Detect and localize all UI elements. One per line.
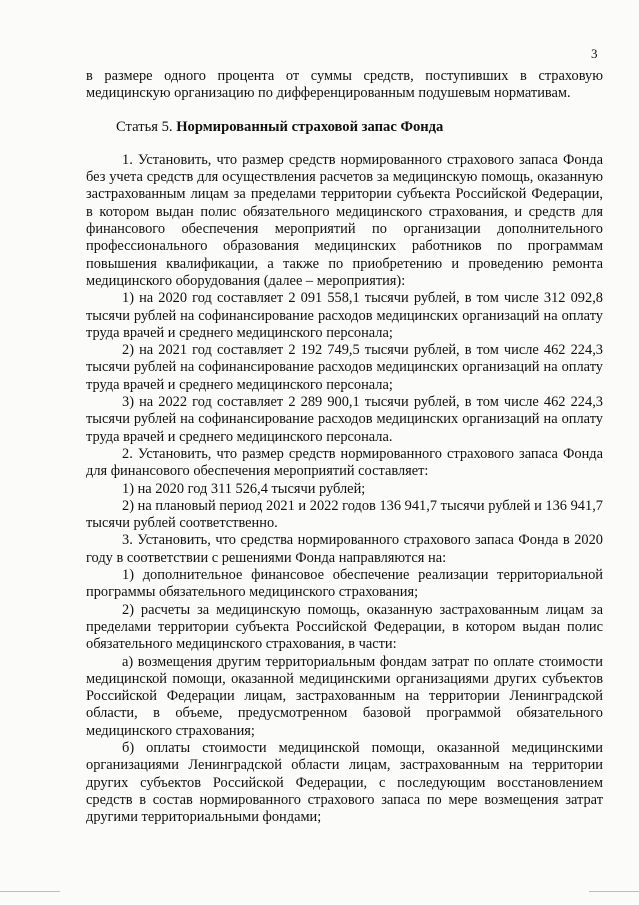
paragraph-3: 3. Установить, что средства нормированного страхового запаса Фонда в 2020 году в соответствии с решениями Фонда направляются на: (86, 532, 603, 566)
paragraph-3-item-1: 1) дополнительное финансовое обеспечение реализации территориальной программы обязательного медицинского страхования; (86, 567, 603, 601)
paragraph-3-item-2: 2) расчеты за медицинскую помощь, оказанную застрахованным лицам за пределами территории субъекта Российской Федерации, в котором выдан полис обязательного медицинского страхования, в части: (86, 601, 603, 653)
article-title: Нормированный страховой запас Фонда (176, 118, 444, 135)
scan-edge-line-right (589, 891, 639, 892)
paragraph-2: 2. Установить, что размер средств нормированного страхового запаса Фонда для финансового обеспечения мероприятий составляет: (86, 445, 603, 480)
document-body (86, 68, 603, 826)
scan-edge-line-left (0, 891, 60, 892)
intro-paragraph: в размере одного процента от суммы средств, поступивших в страховую медицинскую организацию по дифференцированным подушевым нормативам. (86, 68, 603, 102)
paragraph-2-item-1: 1) на 2020 год 311 526,4 тысячи рублей; (122, 480, 366, 497)
paragraph-1-item-1: 1) на 2020 год составляет 2 091 558,1 тысячи рублей, в том числе 312 092,8 тысячи рублей на софинансирование расходов медицинских организаций на оплату труда врачей и среднего медицинского персонала; (86, 290, 603, 341)
article-prefix: Статья 5. (116, 118, 173, 135)
page-number: 3 (591, 46, 598, 61)
paragraph-1: 1. Установить, что размер средств нормированного страхового запаса Фонда без учета средств для осуществления расчетов за медицинскую помощь, оказанную застрахованным лицам за пределами территории субъекта Российской Федерации, в котором выдан полис обязательного медицинского страхования, и средств для финансового обеспечения мероприятий по организации дополнительного профессионального образования медицинских работников по программам повышения квалификации, а также по приобретению и проведению ремонта медицинского оборудования (далее – мероприятия): (86, 151, 603, 289)
paragraph-1-item-3: 3) на 2022 год составляет 2 289 900,1 тысячи рублей, в том числе 462 224,3 тысячи рублей на софинансирование расходов медицинских организаций на оплату труда врачей и среднего медицинского персонала. (86, 394, 603, 445)
paragraph-1-item-2: 2) на 2021 год составляет 2 192 749,5 тысячи рублей, в том числе 462 224,3 тысячи рублей на софинансирование расходов медицинских организаций на оплату труда врачей и среднего медицинского персонала; (86, 342, 603, 393)
paragraph-3-item-2a: а) возмещения другим территориальным фондам затрат по оплате стоимости медицинской помощи, оказанной медицинскими организациями других субъектов Российской Федерации лицам, застрахованным на территории Ленинградской области, в объеме, предусмотренном базовой программой обязательного медицинского страхования; (86, 653, 603, 739)
paragraph-2-item-2: 2) на плановый период 2021 и 2022 годов 136 941,7 тысячи рублей и 136 941,7 тысячи рублей соответственно. (86, 497, 603, 532)
article-heading (86, 119, 603, 136)
paragraph-3-item-2b: б) оплаты стоимости медицинской помощи, оказанной медицинскими организациями Ленинградской области лицам, застрахованным на территории других субъектов Российской Федерации, с последующим восстановлением средств в состав нормированного страхового запаса по мере возмещения затрат другими территориальными фондами; (86, 739, 603, 826)
